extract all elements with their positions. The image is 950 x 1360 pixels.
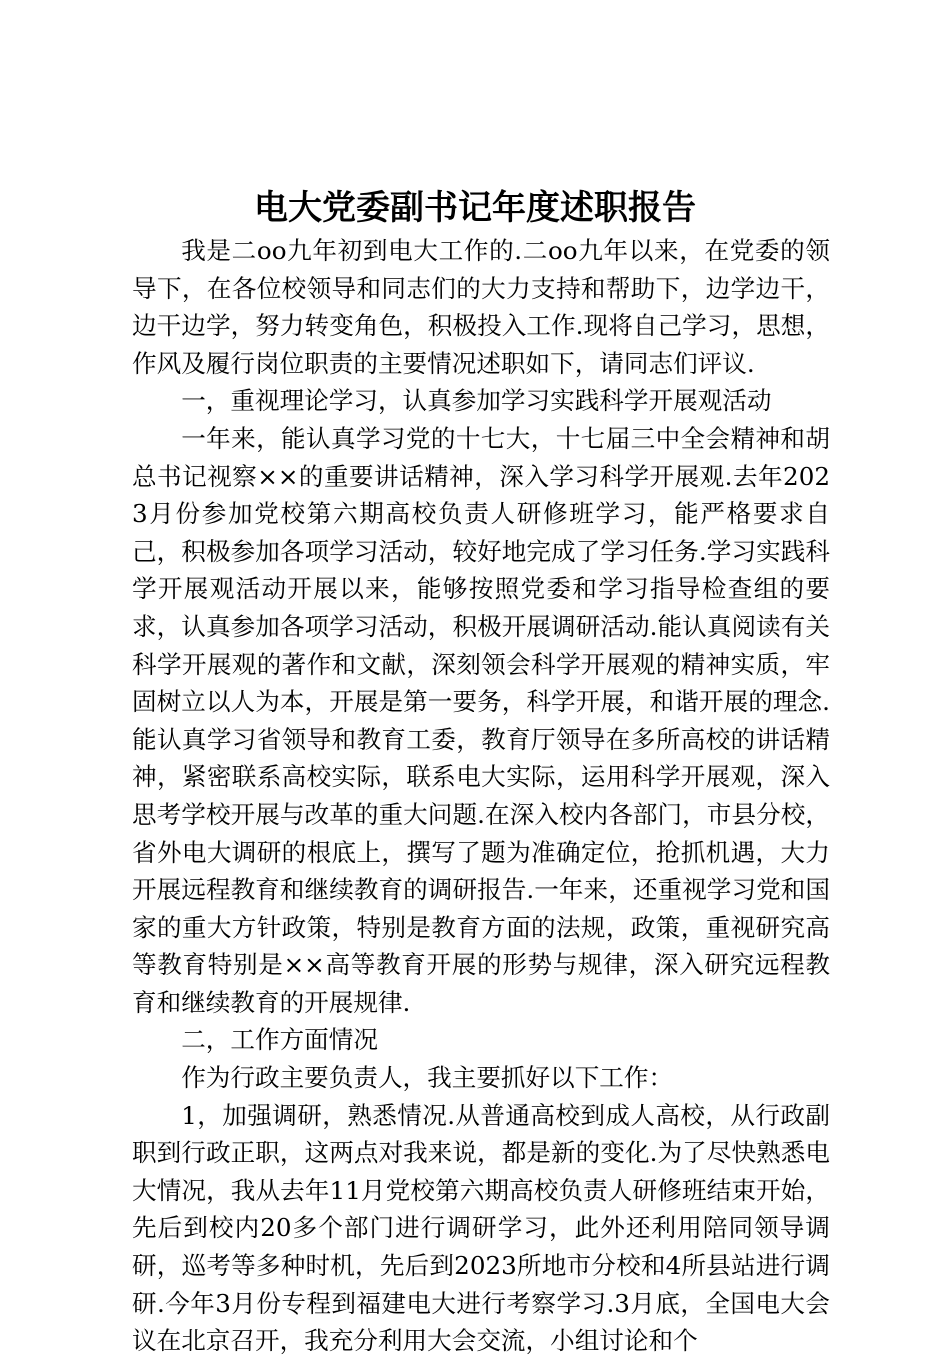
section-heading-1: 一，重视理论学习，认真参加学习实践科学开展观活动 xyxy=(181,386,772,416)
paragraph-intro: 我是二oo九年初到电大工作的.二oo九年以来，在党委的领导下，在各位校领导和同志们的大力支持和帮助下，边学边干，边干边学，努力转变角色，积极投入工作.现将自己学习，思想，作风及履行岗位职责的主要情况述职如下，请同志们评议. xyxy=(132,236,830,378)
document-body xyxy=(132,232,830,1360)
paragraph-study: 一年来，能认真学习党的十七大，十七届三中全会精神和胡总书记视察××的重要讲话精神，深入学习科学开展观.去年2023月份参加党校第六期高校负责人研修班学习，能严格要求自己，积极参加各项学习活动，较好地完成了学习任务.学习实践科学开展观活动开展以来，能够按照党委和学习指导检查组的要求，认真参加各项学习活动，积极开展调研活动.能认真阅读有关科学开展观的著作和文献，深刻领会科学开展观的精神实质，牢固树立以人为本，开展是第一要务，科学开展，和谐开展的理念.能认真学习省领导和教育工委，教育厅领导在多所高校的讲话精神，紧密联系高校实际，联系电大实际，运用科学开展观，深入思考学校开展与改革的重大问题.在深入校内各部门，市县分校，省外电大调研的根底上，撰写了题为准确定位，抢抓机遇，大力开展远程教育和继续教育的调研报告.一年来，还重视学习党和国家的重大方针政策，特别是教育方面的法规，政策，重视研究高等教育特别是××高等教育开展的形势与规律，深入研究远程教育和继续教育的开展规律. xyxy=(132,423,830,1017)
section-heading-2: 二，工作方面情况 xyxy=(181,1025,378,1055)
document-title: 电大党委副书记年度述职报告 xyxy=(254,188,696,228)
paragraph-duties: 作为行政主要负责人，我主要抓好以下工作： xyxy=(181,1063,674,1093)
paragraph-research: 1，加强调研，熟悉情况.从普通高校到成人高校，从行政副职到行政正职，这两点对我来说，都是新的变化.为了尽快熟悉电大情况，我从去年11月党校第六期高校负责人研修班结束开始，先后到校内20多个部门进行调研学习，此外还利用陪同领导调研，巡考等多种时机，先后到2023所地市分校和4所县站进行调研.今年3月份专程到福建电大进行考察学习.3月底，全国电大会议在北京召开，我充分利用大会交流，小组讨论和个 xyxy=(132,1100,830,1356)
